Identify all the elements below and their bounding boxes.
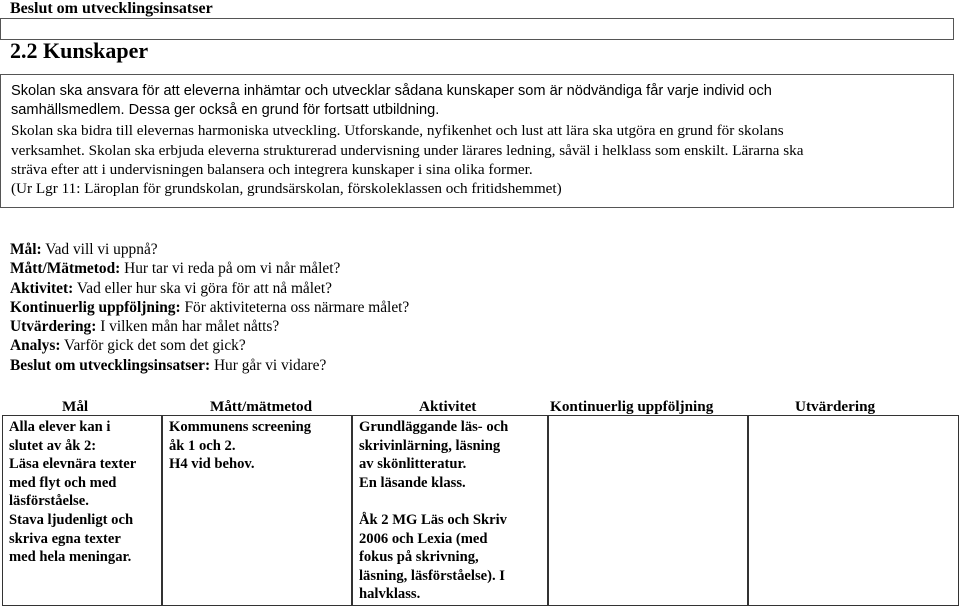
- cell-aktivitet: [352, 415, 548, 606]
- cell-line: slutet av åk 2:: [9, 437, 97, 454]
- quote-source: (Ur Lgr 11: Läroplan för grundskolan, grundsärskolan, förskoleklassen och fritidshemmet): [11, 180, 562, 197]
- cell-line: skriva egna texter: [9, 530, 121, 547]
- cell-utvardering: [748, 415, 959, 606]
- cell-matt: [162, 415, 352, 606]
- quote-line-3: Skolan ska bidra till elevernas harmoniska utveckling. Utforskande, nyfikenhet och lust att lära ska utgöra en grund för skolans: [11, 122, 784, 139]
- curriculum-quote-box: [0, 74, 954, 208]
- question-label: Aktivitet:: [10, 279, 74, 297]
- plan-table: [0, 415, 959, 606]
- cell-line: med flyt och med: [9, 474, 117, 491]
- cell-line: H4 vid behov.: [169, 456, 255, 473]
- question-text: Hur går vi vidare?: [210, 356, 327, 374]
- question-label: Mål:: [10, 241, 42, 258]
- cell-line: Åk 2 MG Läs och Skriv: [359, 511, 507, 528]
- quote-line-1: Skolan ska ansvara för att eleverna inhämtar och utvecklar sådana kunskaper som är nödvändiga får varje individ och: [11, 83, 772, 99]
- question-mal: [10, 240, 409, 259]
- question-text: Hur tar vi reda på om vi når målet?: [120, 260, 341, 278]
- quote-line-5: sträva efter att i undervisningen balansera och integrera kunskaper i sina olika former.: [11, 161, 533, 178]
- cell-line: 2006 och Lexia (med: [359, 530, 488, 547]
- question-aktivitet: [10, 279, 409, 298]
- document-header-title: Beslut om utvecklingsinsatser: [10, 0, 213, 17]
- question-label: Beslut om utvecklingsinsatser:: [10, 356, 211, 374]
- question-utvardering: [10, 317, 409, 336]
- column-header-matt: Mått/mätmetod: [210, 398, 313, 415]
- cell-line: Grundläggande läs- och: [359, 419, 509, 435]
- cell-line: skrivinlärning, läsning: [359, 437, 501, 454]
- question-text: För aktiviteterna oss närmare målet?: [180, 298, 410, 316]
- question-label: Analys:: [10, 337, 61, 355]
- question-matt: [10, 259, 409, 278]
- question-uppfoljning: [10, 298, 409, 317]
- question-label: Kontinuerlig uppföljning:: [10, 298, 181, 316]
- cell-line: åk 1 och 2.: [169, 437, 236, 454]
- column-header-mal: Mål: [62, 398, 89, 415]
- cell-line: halvklass.: [359, 586, 421, 603]
- cell-line: läsning, läsförståelse). I: [359, 567, 505, 584]
- question-text: Vad eller hur ska vi göra för att nå målet?: [73, 279, 332, 297]
- column-header-utvardering: Utvärdering: [795, 398, 876, 415]
- question-text: Varför gick det som det gick?: [60, 337, 246, 355]
- column-header-uppfoljning: Kontinuerlig uppföljning: [550, 398, 714, 415]
- guiding-questions: [10, 240, 409, 375]
- cell-line: En läsande klass.: [359, 474, 466, 491]
- question-label: Mått/Mätmetod:: [10, 260, 121, 278]
- cell-line: Stava ljudenligt och: [9, 511, 134, 528]
- quote-line-2: samhällsmedlem. Dessa ger också en grund för fortsatt utbildning.: [11, 102, 440, 118]
- column-header-aktivitet: Aktivitet: [419, 398, 477, 415]
- question-label: Utvärdering:: [10, 318, 97, 336]
- cell-line: läsförståelse.: [9, 493, 89, 510]
- header-rule-box: [0, 18, 954, 40]
- cell-line: Läsa elevnära texter: [9, 456, 137, 473]
- cell-line: Alla elever kan i: [9, 419, 111, 435]
- cell-line: Kommunens screening: [169, 419, 312, 435]
- question-beslut: [10, 356, 409, 375]
- quote-line-4: verksamhet. Skolan ska erbjuda eleverna strukturerad undervisning under lärares ledning, såväl i helklass som enskilt. Lärarna ska: [11, 142, 804, 159]
- cell-mal: [2, 415, 162, 606]
- question-text: Vad vill vi uppnå?: [41, 241, 158, 258]
- question-text: I vilken mån har målet nåtts?: [96, 318, 280, 336]
- cell-line: av skönlitteratur.: [359, 456, 467, 473]
- question-analys: [10, 336, 409, 355]
- section-title: 2.2 Kunskaper: [10, 38, 149, 63]
- cell-line: fokus på skrivning,: [359, 549, 479, 566]
- cell-uppfoljning: [548, 415, 748, 606]
- cell-spacer: [359, 492, 541, 511]
- cell-line: med hela meningar.: [9, 549, 132, 566]
